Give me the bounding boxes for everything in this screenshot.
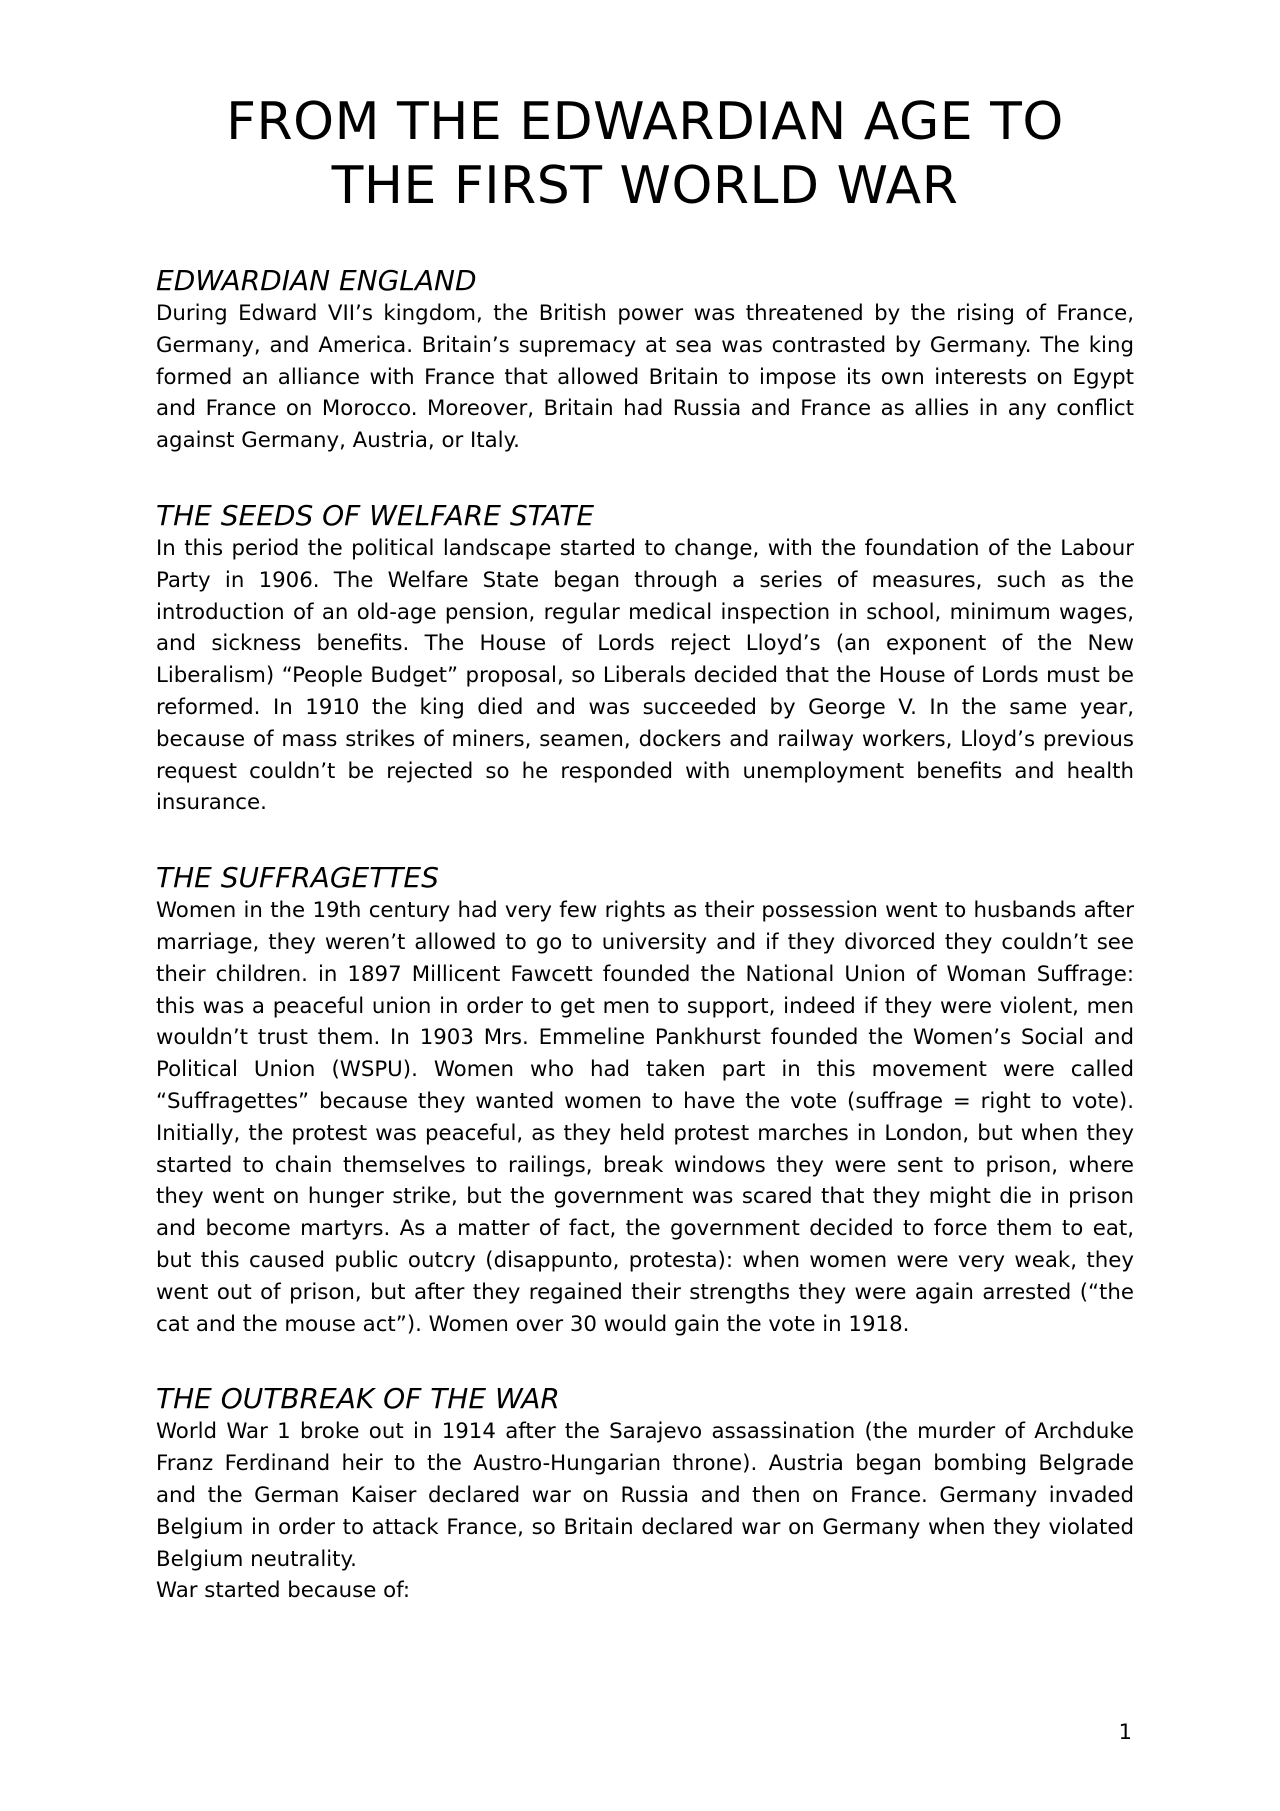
section-welfare-state — [156, 499, 1134, 819]
section-paragraph: Women in the 19th century had very few rights as their possession went to husbands after marriage, they weren’t allowed to go to university and if they divorced they couldn’t see their children. in 1897 Millicent Fawcett founded the National Union of Woman Suffrage: this was a peaceful union in order to get men to support, indeed if they were violent, men wouldn’t trust them. In 1903 Mrs. Emmeline Pankhurst founded the Women’s Social and Political Union (WSPU). Women who had taken part in this movement were called “Suffragettes” because they wanted women to have the vote (suffrage = right to vote). Initially, the protest was peaceful, as they held protest marches in London, but when they started to chain themselves to railings, break windows they were sent to prison, where they went on hunger strike, but the government was scared that they might die in prison and become martyrs. As a matter of fact, the government decided to force them to eat, but this caused public outcry (disappunto, protesta): when women were very weak, they went out of prison, but after they regained their strengths they were again arrested (“the cat and the mouse act”). Women over 30 would gain the vote in 1918. — [156, 898, 1134, 1337]
document-title — [156, 0, 1134, 218]
section-heading: EDWARDIAN ENGLAND — [156, 264, 477, 297]
section-paragraph: War started because of: — [156, 1578, 411, 1604]
section-heading: THE SEEDS OF WELFARE STATE — [156, 498, 595, 532]
title-line: FROM THE EDWARDIAN AGE TO — [226, 92, 1064, 152]
document-page — [156, 0, 1134, 1607]
page-number: 1 — [1118, 1720, 1132, 1744]
section-heading: THE OUTBREAK OF THE WAR — [156, 1382, 560, 1416]
title-line: THE FIRST WORLD WAR — [331, 156, 959, 216]
section-paragraph: World War 1 broke out in 1914 after the Sarajevo assassination (the murder of Archduke Franz Ferdinand heir to the Austro-Hungarian throne). Austria began bombing Belgrade and the German Kaiser declared war on Russia and then on France. Germany invaded Belgium in order to attack France, so Britain declared war on Germany when they violated Belgium neutrality. — [156, 1419, 1134, 1572]
section-suffragettes — [156, 861, 1134, 1340]
section-paragraph: In this period the political landscape started to change, with the foundation of the Labour Party in 1906. The Welfare State began through a series of measures, such as the introduction of an old-age pension, regular medical inspection in school, minimum wages, and sickness benefits. The House of Lords reject Lloyd’s (an exponent of the New Liberalism) “People Budget” proposal, so Liberals decided that the House of Lords must be reformed. In 1910 the king died and was succeeded by George V. In the same year, because of mass strikes of miners, seamen, dockers and railway workers, Lloyd’s previous request couldn’t be rejected so he responded with unemployment benefits and health insurance. — [156, 535, 1134, 816]
section-outbreak-of-war — [156, 1382, 1134, 1607]
section-heading: THE SUFFRAGETTES — [156, 861, 439, 895]
section-edwardian-england — [156, 264, 1134, 457]
section-paragraph: During Edward VII’s kingdom, the British power was threatened by the rising of France, Germany, and America. Britain’s supremacy at sea was contrasted by Germany. The king formed an alliance with France that allowed Britain to impose its own interests on Egypt and France on Morocco. Moreover, Britain had Russia and France as allies in any conflict against Germany, Austria, or Italy. — [156, 301, 1134, 454]
